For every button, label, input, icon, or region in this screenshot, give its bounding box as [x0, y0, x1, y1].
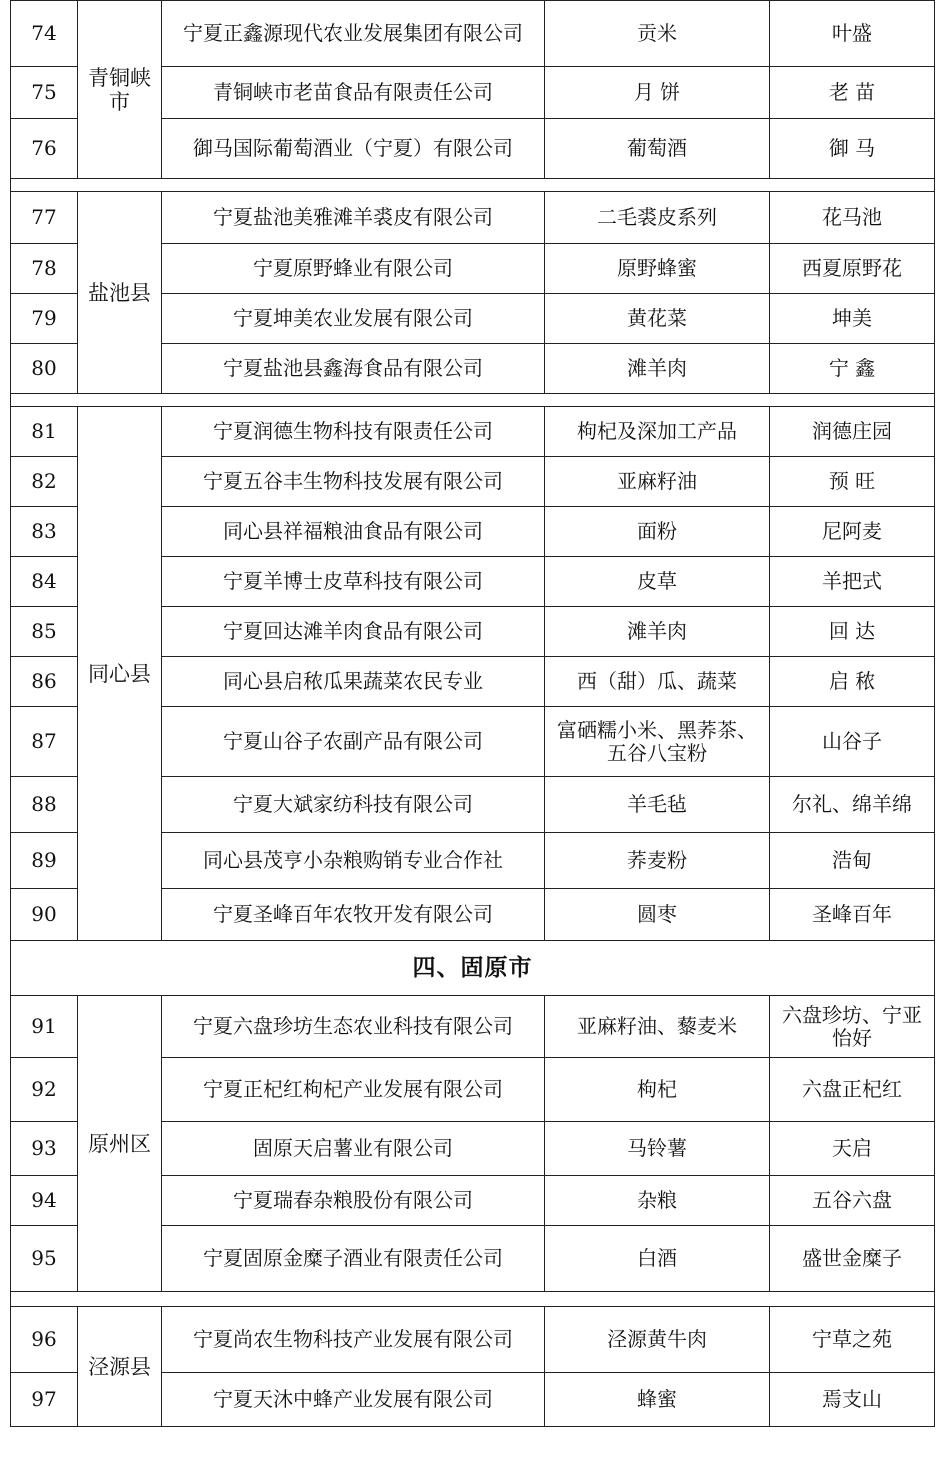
- table-row: [11, 1307, 935, 1373]
- company-name: 宁夏山谷子农副产品有限公司: [162, 707, 545, 777]
- brand-name: 尼阿麦: [770, 507, 935, 557]
- separator-cell: [11, 394, 935, 407]
- district-name: 原州区: [78, 996, 162, 1292]
- table-row: [11, 996, 935, 1058]
- row-number: 86: [11, 657, 78, 707]
- product-name: 亚麻籽油: [545, 457, 770, 507]
- brand-name: 花马池: [770, 192, 935, 244]
- row-number: 85: [11, 607, 78, 657]
- product-name: 圆枣: [545, 889, 770, 941]
- row-number: 79: [11, 294, 78, 344]
- table-row: [11, 407, 935, 457]
- row-number: 97: [11, 1373, 78, 1427]
- company-name: 同心县启秾瓜果蔬菜农民专业: [162, 657, 545, 707]
- company-name: 宁夏固原金糜子酒业有限责任公司: [162, 1226, 545, 1292]
- row-number: 89: [11, 833, 78, 889]
- product-name: 葡萄酒: [545, 119, 770, 179]
- product-name: 滩羊肉: [545, 607, 770, 657]
- product-name: 荞麦粉: [545, 833, 770, 889]
- district-name: 盐池县: [78, 192, 162, 394]
- row-number: 78: [11, 244, 78, 294]
- brand-name: 宁 鑫: [770, 344, 935, 394]
- company-name: 宁夏润德生物科技有限责任公司: [162, 407, 545, 457]
- row-number: 76: [11, 119, 78, 179]
- company-name: 宁夏坤美农业发展有限公司: [162, 294, 545, 344]
- product-name: 滩羊肉: [545, 344, 770, 394]
- district-name: 同心县: [78, 407, 162, 941]
- separator-cell: [11, 179, 935, 192]
- row-number: 94: [11, 1176, 78, 1226]
- company-name: 宁夏盐池县鑫海食品有限公司: [162, 344, 545, 394]
- company-name: 宁夏大斌家纺科技有限公司: [162, 777, 545, 833]
- brand-name: 六盘珍坊、宁亚怡好: [770, 996, 935, 1058]
- row-number: 82: [11, 457, 78, 507]
- product-name: 贡米: [545, 1, 770, 67]
- company-name: 宁夏天沐中蜂产业发展有限公司: [162, 1373, 545, 1427]
- brand-name: 润德庄园: [770, 407, 935, 457]
- row-number: 74: [11, 1, 78, 67]
- row-number: 95: [11, 1226, 78, 1292]
- product-name: 二毛裘皮系列: [545, 192, 770, 244]
- company-name: 同心县茂亨小杂粮购销专业合作社: [162, 833, 545, 889]
- company-name: 固原天启薯业有限公司: [162, 1122, 545, 1176]
- table-row: [11, 192, 935, 244]
- row-number: 84: [11, 557, 78, 607]
- brand-name: 宁草之苑: [770, 1307, 935, 1373]
- company-name: 宁夏正鑫源现代农业发展集团有限公司: [162, 1, 545, 67]
- row-number: 92: [11, 1058, 78, 1122]
- brand-name: 尔礼、绵羊绵: [770, 777, 935, 833]
- company-name: 宁夏回达滩羊肉食品有限公司: [162, 607, 545, 657]
- product-name: 黄花菜: [545, 294, 770, 344]
- brand-name: 预 旺: [770, 457, 935, 507]
- row-number: 91: [11, 996, 78, 1058]
- district-name: 泾源县: [78, 1307, 162, 1427]
- product-name: 原野蜂蜜: [545, 244, 770, 294]
- document-page: [10, 0, 934, 1427]
- group-separator: [11, 1292, 935, 1307]
- brand-name: 浩甸: [770, 833, 935, 889]
- row-number: 87: [11, 707, 78, 777]
- product-name: 月 饼: [545, 67, 770, 119]
- product-name: 面粉: [545, 507, 770, 557]
- brand-name: 盛世金糜子: [770, 1226, 935, 1292]
- row-number: 80: [11, 344, 78, 394]
- brand-name: 老 苗: [770, 67, 935, 119]
- brand-name: 御 马: [770, 119, 935, 179]
- product-name: 蜂蜜: [545, 1373, 770, 1427]
- product-name: 枸杞: [545, 1058, 770, 1122]
- product-name: 杂粮: [545, 1176, 770, 1226]
- product-name: 枸杞及深加工产品: [545, 407, 770, 457]
- product-name: 西（甜）瓜、蔬菜: [545, 657, 770, 707]
- row-number: 88: [11, 777, 78, 833]
- company-name: 宁夏盐池美雅滩羊裘皮有限公司: [162, 192, 545, 244]
- company-name: 宁夏五谷丰生物科技发展有限公司: [162, 457, 545, 507]
- company-name: 宁夏羊博士皮草科技有限公司: [162, 557, 545, 607]
- section-heading: 四、固原市: [11, 941, 935, 996]
- section-heading-row: [11, 941, 935, 996]
- brand-table-body: [11, 1, 935, 1427]
- product-name: 富硒糯小米、黑荞茶、五谷八宝粉: [545, 707, 770, 777]
- company-name: 同心县祥福粮油食品有限公司: [162, 507, 545, 557]
- row-number: 75: [11, 67, 78, 119]
- company-name: 宁夏六盘珍坊生态农业科技有限公司: [162, 996, 545, 1058]
- row-number: 90: [11, 889, 78, 941]
- brand-name: 六盘正杞红: [770, 1058, 935, 1122]
- brand-name: 启 秾: [770, 657, 935, 707]
- product-name: 马铃薯: [545, 1122, 770, 1176]
- brand-name: 天启: [770, 1122, 935, 1176]
- company-name: 青铜峡市老苗食品有限责任公司: [162, 67, 545, 119]
- company-name: 宁夏原野蜂业有限公司: [162, 244, 545, 294]
- brand-name: 坤美: [770, 294, 935, 344]
- group-separator: [11, 179, 935, 192]
- product-name: 羊毛毡: [545, 777, 770, 833]
- company-name: 宁夏瑞春杂粮股份有限公司: [162, 1176, 545, 1226]
- brand-name: 回 达: [770, 607, 935, 657]
- brand-name: 叶盛: [770, 1, 935, 67]
- row-number: 83: [11, 507, 78, 557]
- brand-name: 焉支山: [770, 1373, 935, 1427]
- brand-table: [10, 0, 935, 1427]
- product-name: 泾源黄牛肉: [545, 1307, 770, 1373]
- row-number: 81: [11, 407, 78, 457]
- company-name: 宁夏圣峰百年农牧开发有限公司: [162, 889, 545, 941]
- brand-name: 五谷六盘: [770, 1176, 935, 1226]
- product-name: 白酒: [545, 1226, 770, 1292]
- product-name: 皮草: [545, 557, 770, 607]
- company-name: 宁夏尚农生物科技产业发展有限公司: [162, 1307, 545, 1373]
- brand-name: 山谷子: [770, 707, 935, 777]
- row-number: 93: [11, 1122, 78, 1176]
- row-number: 96: [11, 1307, 78, 1373]
- district-name: 青铜峡市: [78, 1, 162, 179]
- group-separator: [11, 394, 935, 407]
- brand-name: 羊把式: [770, 557, 935, 607]
- brand-name: 西夏原野花: [770, 244, 935, 294]
- company-name: 宁夏正杞红枸杞产业发展有限公司: [162, 1058, 545, 1122]
- table-row: [11, 1, 935, 67]
- row-number: 77: [11, 192, 78, 244]
- brand-name: 圣峰百年: [770, 889, 935, 941]
- product-name: 亚麻籽油、藜麦米: [545, 996, 770, 1058]
- company-name: 御马国际葡萄酒业（宁夏）有限公司: [162, 119, 545, 179]
- separator-cell: [11, 1292, 935, 1307]
